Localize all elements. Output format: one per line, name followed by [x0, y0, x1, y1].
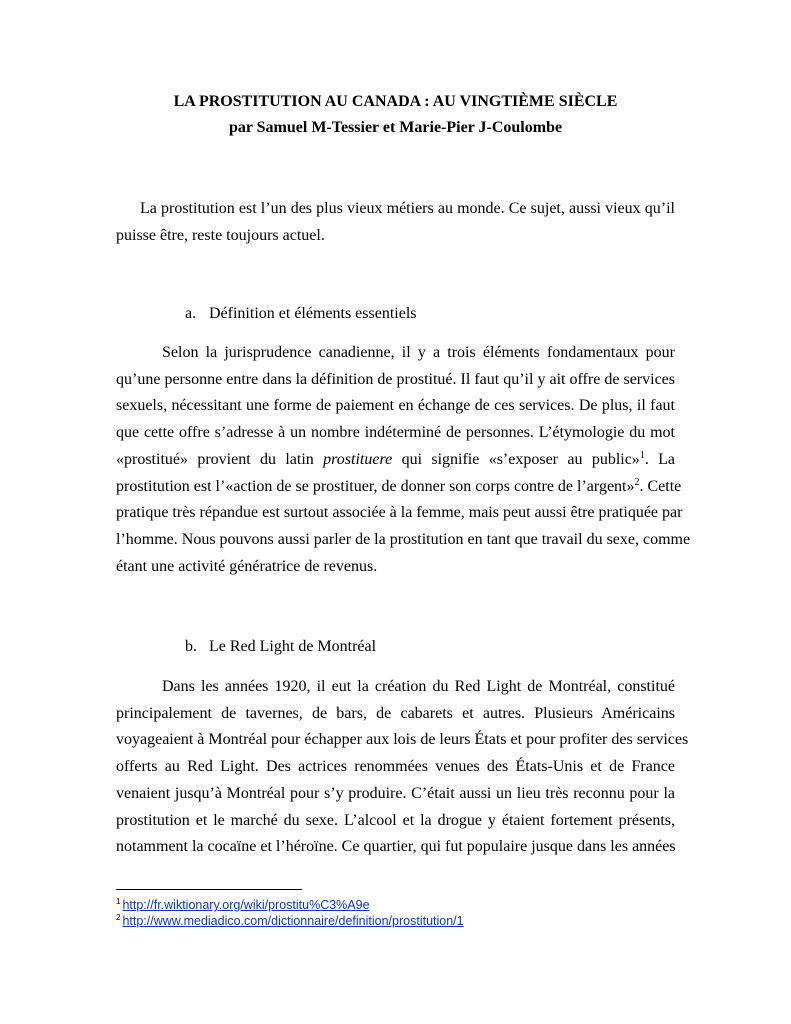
section-a-heading	[185, 304, 417, 324]
footnote-1	[116, 898, 370, 913]
text-line: Dans les années 1920, il eut la création du Red Light de Montréal, constitué	[162, 678, 675, 695]
text-line: notamment la cocaïne et l’héroïne. Ce quartier, qui fut populaire jusque dans les années	[116, 838, 676, 856]
text-segment: . Cette	[639, 477, 682, 495]
text-segment: qui signifie «s’exposer au public»	[401, 450, 640, 468]
text-line: voyageaient à Montréal pour échapper aux lois de leurs États et pour profiter des services	[116, 731, 689, 749]
text-line: Selon la jurisprudence canadienne, il y a trois éléments fondamentaux pour	[162, 344, 675, 361]
text-line	[116, 474, 682, 501]
footnote-number: 1	[116, 897, 121, 906]
text-line: offerts au Red Light. Des actrices renommées venues des États-Unis et de France	[116, 758, 675, 776]
section-marker: b.	[185, 638, 197, 655]
section-a-paragraph	[116, 340, 691, 580]
text-line: puisse être, reste toujours actuel.	[116, 226, 325, 244]
text-line: sexuels, nécessitant une forme de paiement en échange de ces services. De plus, il faut	[116, 397, 675, 415]
text-line: prostitution et le marché du sexe. L’alcool et la drogue y étaient fortement présents,	[116, 811, 675, 829]
text-line	[116, 447, 675, 474]
section-b-heading	[185, 637, 376, 657]
text-line: venaient jusqu’à Montréal pour s’y produire. C’était aussi un lieu très reconnu pour la	[116, 784, 675, 802]
footnote-link-mediadico[interactable]: http://www.mediadico.com/dictionnaire/definition/prostitution/1	[122, 914, 464, 928]
text-line: que cette offre s’adresse à un nombre indéterminé de personnes. L’étymologie du mot	[116, 424, 675, 442]
section-title: Définition et éléments essentiels	[209, 305, 417, 322]
footnote-ref[interactable]: 1	[639, 449, 645, 461]
text-segment: prostitution est l’«action de se prostituer, de donner son corps contre de l’argent»	[116, 477, 635, 495]
footnote-ref[interactable]: 2	[634, 476, 640, 488]
text-segment: . La	[644, 450, 676, 468]
footnote-separator	[116, 889, 302, 890]
text-segment: «prostitué» provient du latin	[116, 450, 314, 468]
text-line: l’homme. Nous pouvons aussi parler de la prostitution en tant que travail du sexe, comme	[116, 530, 691, 548]
section-b-paragraph	[116, 674, 689, 861]
document-title: LA PROSTITUTION AU CANADA : AU VINGTIÈME SIÈCLE	[173, 93, 618, 110]
section-title: Le Red Light de Montréal	[209, 638, 377, 655]
footnote-2	[116, 914, 464, 929]
text-line: pratique très répandue est surtout associée à la femme, mais peut aussi être pratiquée par	[116, 504, 683, 522]
document-authors: par Samuel M-Tessier et Marie-Pier J-Coulombe	[228, 119, 563, 136]
section-marker: a.	[185, 305, 197, 322]
intro-paragraph	[116, 196, 675, 249]
text-line: qu’une personne entre dans la définition de prostitué. Il faut qu’il y ait offre de services	[116, 370, 675, 388]
footnote-link-wiktionary[interactable]: http://fr.wiktionary.org/wiki/prostitu%C3%A9e	[122, 898, 370, 912]
text-line: principalement de tavernes, de bars, de cabarets et autres. Plusieurs Américains	[116, 704, 675, 722]
footnote-number: 2	[116, 913, 121, 922]
text-line: étant une activité génératrice de revenus.	[116, 557, 378, 575]
latin-term: prostituere	[323, 450, 393, 468]
text-line: La prostitution est l’un des plus vieux métiers au monde. Ce sujet, aussi vieux qu’il	[140, 200, 675, 217]
